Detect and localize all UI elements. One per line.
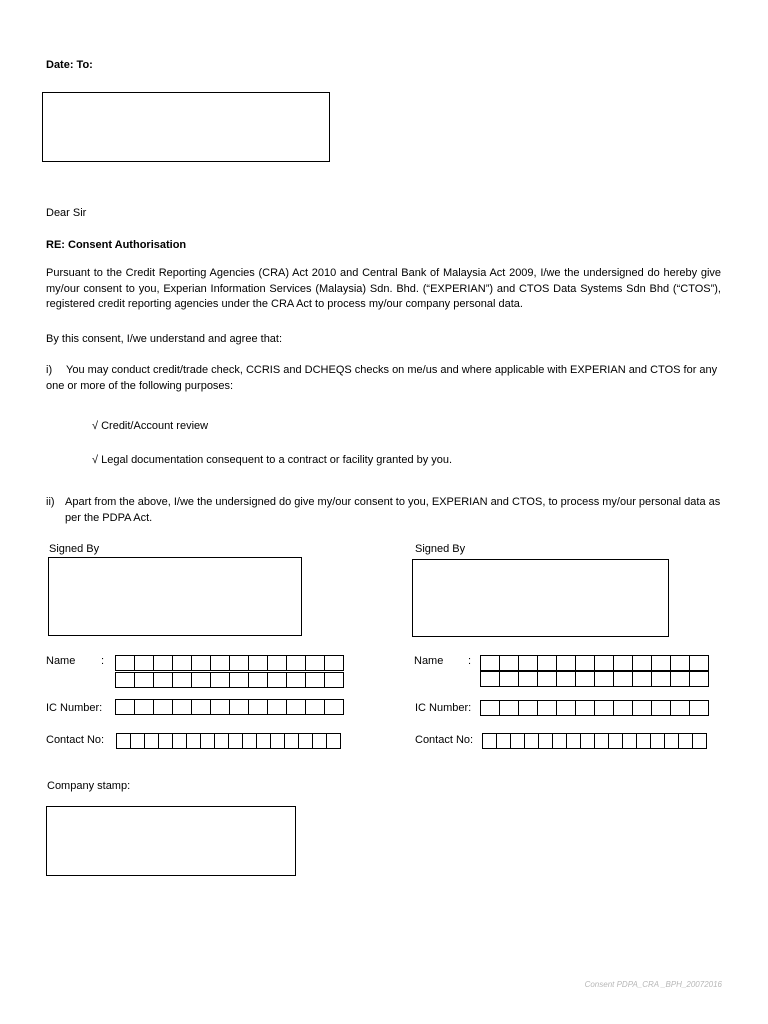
char-cell[interactable] [537, 671, 557, 687]
char-cell[interactable] [116, 733, 131, 749]
char-cell[interactable] [518, 655, 538, 671]
char-cell[interactable] [480, 655, 500, 671]
char-cell[interactable] [130, 733, 145, 749]
char-cell[interactable] [326, 733, 341, 749]
char-cell[interactable] [191, 699, 211, 715]
name-cells-left-row1[interactable] [115, 655, 344, 671]
char-cell[interactable] [153, 699, 173, 715]
char-cell[interactable] [594, 733, 609, 749]
company-stamp-label: Company stamp: [47, 780, 131, 792]
name-label-left: Name [46, 655, 76, 667]
contact-cells-left[interactable] [116, 733, 341, 749]
char-cell[interactable] [270, 733, 285, 749]
char-cell[interactable] [305, 699, 325, 715]
purpose-credit-review: √ Credit/Account review [92, 420, 209, 432]
footer-reference: Consent PDPA_CRA _BPH_20072016 [584, 980, 722, 989]
contact-cells-right[interactable] [482, 733, 707, 749]
ic-label-left: IC Number: [46, 702, 103, 714]
char-cell[interactable] [256, 733, 271, 749]
clause-ii-marker: ii) [46, 496, 55, 508]
char-cell[interactable] [191, 672, 211, 688]
intro-paragraph: Pursuant to the Credit Reporting Agencies (CRA) Act 2010 and Central Bank of Malaysia Act 2009, I/we the undersigned do hereby give my/our consent to you, Experian Information Services (Malaysia) Sdn. Bhd. (“EXPERIAN”) and CTOS Data Systems Sdn Bhd (“CTOS”), registered credit reporting agencies under the CRA Act to process my/our company personal data. [46, 267, 721, 310]
char-cell[interactable] [134, 699, 154, 715]
name-label-right: Name [414, 655, 444, 667]
char-cell[interactable] [499, 700, 519, 716]
char-cell[interactable] [172, 733, 187, 749]
signed-by-label-right: Signed By [415, 543, 466, 555]
name-colon-right: : [468, 655, 472, 667]
char-cell[interactable] [622, 733, 637, 749]
char-cell[interactable] [284, 733, 299, 749]
char-cell[interactable] [518, 671, 538, 687]
char-cell[interactable] [510, 733, 525, 749]
char-cell[interactable] [552, 733, 567, 749]
signature-box-right[interactable] [412, 559, 669, 637]
recipient-address-box[interactable] [42, 92, 330, 162]
char-cell[interactable] [594, 671, 614, 687]
char-cell[interactable] [499, 671, 519, 687]
char-cell[interactable] [324, 655, 344, 671]
char-cell[interactable] [632, 671, 652, 687]
char-cell[interactable] [298, 733, 313, 749]
char-cell[interactable] [172, 655, 192, 671]
signature-box-left[interactable] [48, 557, 302, 636]
char-cell[interactable] [115, 655, 135, 671]
char-cell[interactable] [248, 672, 268, 688]
char-cell[interactable] [556, 655, 576, 671]
char-cell[interactable] [115, 672, 135, 688]
char-cell[interactable] [499, 655, 519, 671]
name-cells-right-row1[interactable] [480, 655, 709, 671]
char-cell[interactable] [324, 699, 344, 715]
char-cell[interactable] [594, 655, 614, 671]
char-cell[interactable] [482, 733, 497, 749]
char-cell[interactable] [575, 700, 595, 716]
agree-line: By this consent, I/we understand and agree that: [46, 333, 283, 345]
char-cell[interactable] [613, 655, 633, 671]
char-cell[interactable] [580, 733, 595, 749]
char-cell[interactable] [538, 733, 553, 749]
contact-label-left: Contact No: [46, 734, 105, 746]
purpose-legal-documentation: √ Legal documentation consequent to a contract or facility granted by you. [92, 454, 453, 466]
char-cell[interactable] [670, 671, 690, 687]
subject-line: RE: Consent Authorisation [46, 239, 187, 251]
date-to-label: Date: To: [46, 59, 93, 71]
name-cells-right-row2[interactable] [480, 671, 709, 687]
char-cell[interactable] [267, 672, 287, 688]
char-cell[interactable] [286, 699, 306, 715]
char-cell[interactable] [210, 699, 230, 715]
char-cell[interactable] [670, 655, 690, 671]
char-cell[interactable] [305, 655, 325, 671]
char-cell[interactable] [537, 700, 557, 716]
signed-by-label-left: Signed By [49, 543, 100, 555]
char-cell[interactable] [229, 699, 249, 715]
name-cells-left-row2[interactable] [115, 672, 344, 688]
char-cell[interactable] [172, 699, 192, 715]
char-cell[interactable] [267, 699, 287, 715]
char-cell[interactable] [524, 733, 539, 749]
char-cell[interactable] [670, 700, 690, 716]
ic-cells-left[interactable] [115, 699, 344, 715]
clause-i-text: You may conduct credit/trade check, CCRIS and DCHEQS checks on me/us and where applicable with EXPERIAN and CTOS for any one or more of the following purposes: [46, 364, 718, 392]
char-cell[interactable] [692, 733, 707, 749]
char-cell[interactable] [134, 672, 154, 688]
char-cell[interactable] [556, 671, 576, 687]
char-cell[interactable] [678, 733, 693, 749]
char-cell[interactable] [242, 733, 257, 749]
name-colon-left: : [101, 655, 105, 667]
char-cell[interactable] [229, 672, 249, 688]
char-cell[interactable] [172, 672, 192, 688]
char-cell[interactable] [594, 700, 614, 716]
char-cell[interactable] [312, 733, 327, 749]
char-cell[interactable] [115, 699, 135, 715]
char-cell[interactable] [324, 672, 344, 688]
ic-cells-right[interactable] [480, 700, 709, 716]
clause-i-marker: i) [46, 364, 53, 376]
char-cell[interactable] [153, 655, 173, 671]
char-cell[interactable] [248, 699, 268, 715]
char-cell[interactable] [200, 733, 215, 749]
char-cell[interactable] [537, 655, 557, 671]
char-cell[interactable] [689, 700, 709, 716]
char-cell[interactable] [650, 733, 665, 749]
char-cell[interactable] [214, 733, 229, 749]
clause-ii-text: Apart from the above, I/we the undersigned do give my/our consent to you, EXPERIAN and CTOS, to process my/our personal data as per the PDPA Act. [65, 496, 721, 524]
contact-label-right: Contact No: [415, 734, 474, 746]
char-cell[interactable] [229, 655, 249, 671]
char-cell[interactable] [134, 655, 154, 671]
char-cell[interactable] [496, 733, 511, 749]
char-cell[interactable] [248, 655, 268, 671]
char-cell[interactable] [689, 655, 709, 671]
char-cell[interactable] [144, 733, 159, 749]
char-cell[interactable] [651, 655, 671, 671]
company-stamp-box[interactable] [46, 806, 296, 876]
char-cell[interactable] [210, 672, 230, 688]
char-cell[interactable] [210, 655, 230, 671]
char-cell[interactable] [689, 671, 709, 687]
char-cell[interactable] [575, 655, 595, 671]
char-cell[interactable] [608, 733, 623, 749]
char-cell[interactable] [286, 672, 306, 688]
char-cell[interactable] [632, 700, 652, 716]
char-cell[interactable] [158, 733, 173, 749]
char-cell[interactable] [228, 733, 243, 749]
char-cell[interactable] [186, 733, 201, 749]
char-cell[interactable] [153, 672, 173, 688]
char-cell[interactable] [556, 700, 576, 716]
char-cell[interactable] [518, 700, 538, 716]
char-cell[interactable] [480, 700, 500, 716]
char-cell[interactable] [566, 733, 581, 749]
char-cell[interactable] [613, 700, 633, 716]
char-cell[interactable] [613, 671, 633, 687]
char-cell[interactable] [575, 671, 595, 687]
char-cell[interactable] [191, 655, 211, 671]
char-cell[interactable] [651, 671, 671, 687]
char-cell[interactable] [267, 655, 287, 671]
char-cell[interactable] [286, 655, 306, 671]
ic-label-right: IC Number: [415, 702, 472, 714]
char-cell[interactable] [305, 672, 325, 688]
salutation: Dear Sir [46, 207, 87, 219]
char-cell[interactable] [636, 733, 651, 749]
char-cell[interactable] [632, 655, 652, 671]
char-cell[interactable] [651, 700, 671, 716]
char-cell[interactable] [480, 671, 500, 687]
char-cell[interactable] [664, 733, 679, 749]
